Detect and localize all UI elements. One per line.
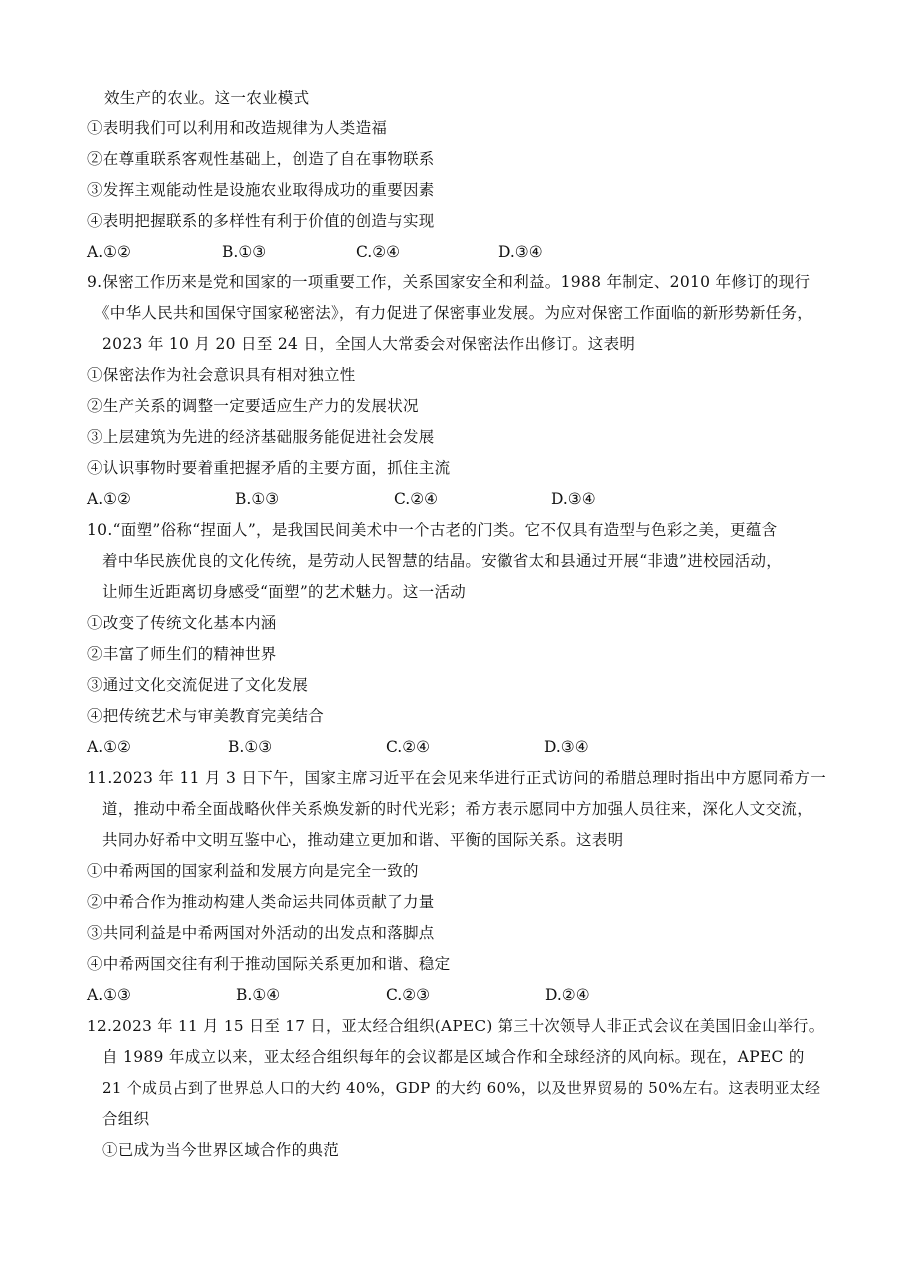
q11-option-d: D.②④ bbox=[545, 986, 590, 1004]
q8-statement-1: ①表明我们可以利用和改造规律为人类造福 bbox=[87, 119, 388, 137]
q10-statement-2: ②丰富了师生们的精神世界 bbox=[87, 645, 277, 663]
q9-option-d: D.③④ bbox=[551, 490, 596, 508]
q11-statement-3: ③共同利益是中希两国对外活动的出发点和落脚点 bbox=[87, 924, 435, 942]
q9-option-b: B.①③ bbox=[235, 490, 280, 508]
q9-option-a: A.①② bbox=[87, 490, 131, 508]
q10-option-d: D.③④ bbox=[544, 738, 589, 756]
q12-stem-line-4: 合组织 bbox=[102, 1110, 150, 1128]
q12-stem-line-3: 21 个成员占到了世界总人口的大约 40%，GDP 的大约 60%，以及世界贸易的 50%左右。这表明亚太经 bbox=[102, 1079, 821, 1097]
q9-stem-line-2: 《中华人民共和国保守国家秘密法》，有力促进了保密事业发展。为应对保密工作面临的新形势新任务， bbox=[94, 304, 814, 322]
q10-stem-line-3: 让师生近距离切身感受“面塑”的艺术魅力。这一活动 bbox=[102, 583, 467, 601]
q11-stem-line-3: 共同办好希中文明互鉴中心，推动建立更加和谐、平衡的国际关系。这表明 bbox=[102, 831, 624, 849]
q11-option-a: A.①③ bbox=[87, 986, 131, 1004]
q12-statement-1: ①已成为当今世界区域合作的典范 bbox=[102, 1141, 340, 1159]
q9-statement-3: ③上层建筑为先进的经济基础服务能促进社会发展 bbox=[87, 428, 435, 446]
q11-stem-line-1: 11.2023 年 11 月 3 日下午，国家主席习近平在会见来华进行正式访问的希腊总理时指出中方愿同希方一 bbox=[87, 769, 827, 787]
q10-option-b: B.①③ bbox=[228, 738, 273, 756]
q11-statement-1: ①中希两国的国家利益和发展方向是完全一致的 bbox=[87, 862, 419, 880]
q10-statement-3: ③通过文化交流促进了文化发展 bbox=[87, 676, 309, 694]
q9-statement-2: ②生产关系的调整一定要适应生产力的发展状况 bbox=[87, 397, 419, 415]
q9-stem-line-3: 2023 年 10 月 20 日至 24 日，全国人大常委会对保密法作出修订。这表明 bbox=[102, 335, 636, 353]
q8-statement-2: ②在尊重联系客观性基础上，创造了自在事物联系 bbox=[87, 150, 435, 168]
q10-stem-line-1: 10.“面塑”俗称“捏面人”，是我国民间美术中一个古老的门类。它不仅具有造型与色彩之美，更蕴含 bbox=[87, 521, 778, 539]
q9-stem-line-1: 9.保密工作历来是党和国家的一项重要工作，关系国家安全和利益。1988 年制定、2010 年修订的现行 bbox=[87, 273, 811, 291]
q11-statement-2: ②中希合作为推动构建人类命运共同体贡献了力量 bbox=[87, 893, 435, 911]
q12-stem-line-2: 自 1989 年成立以来，亚太经合组织每年的会议都是区域合作和全球经济的风向标。现在，APEC 的 bbox=[102, 1048, 805, 1066]
q8-option-a: A.①② bbox=[87, 243, 131, 261]
q11-statement-4: ④中希两国交往有利于推动国际关系更加和谐、稳定 bbox=[87, 955, 451, 973]
q10-statement-4: ④把传统艺术与审美教育完美结合 bbox=[87, 707, 325, 725]
q10-option-a: A.①② bbox=[87, 738, 131, 756]
q10-statement-1: ①改变了传统文化基本内涵 bbox=[87, 614, 277, 632]
q11-option-b: B.①④ bbox=[236, 986, 281, 1004]
q11-stem-line-2: 道，推动中希全面战略伙伴关系焕发新的时代光彩；希方表示愿同中方加强人员往来，深化人文交流， bbox=[102, 800, 814, 818]
q8-option-b: B.①③ bbox=[222, 243, 267, 261]
q9-option-c: C.②④ bbox=[394, 490, 439, 508]
q9-statement-4: ④认识事物时要着重把握矛盾的主要方面，抓住主流 bbox=[87, 459, 451, 477]
q9-statement-1: ①保密法作为社会意识具有相对独立性 bbox=[87, 366, 356, 384]
q12-stem-line-1: 12.2023 年 11 月 15 日至 17 日，亚太经合组织(APEC) 第三十次领导人非正式会议在美国旧金山举行。 bbox=[87, 1017, 825, 1035]
q10-option-c: C.②④ bbox=[386, 738, 431, 756]
q8-option-d: D.③④ bbox=[498, 243, 543, 261]
q8-statement-3: ③发挥主观能动性是设施农业取得成功的重要因素 bbox=[87, 181, 435, 199]
q8-statement-4: ④表明把握联系的多样性有利于价值的创造与实现 bbox=[87, 212, 435, 230]
q11-option-c: C.②③ bbox=[386, 986, 431, 1004]
q8-option-c: C.②④ bbox=[356, 243, 401, 261]
q10-stem-line-2: 着中华民族优良的文化传统，是劳动人民智慧的结晶。安徽省太和县通过开展“非遗”进校园活动， bbox=[102, 552, 783, 570]
q8-stem-continuation: 效生产的农业。这一农业模式 bbox=[104, 89, 310, 107]
